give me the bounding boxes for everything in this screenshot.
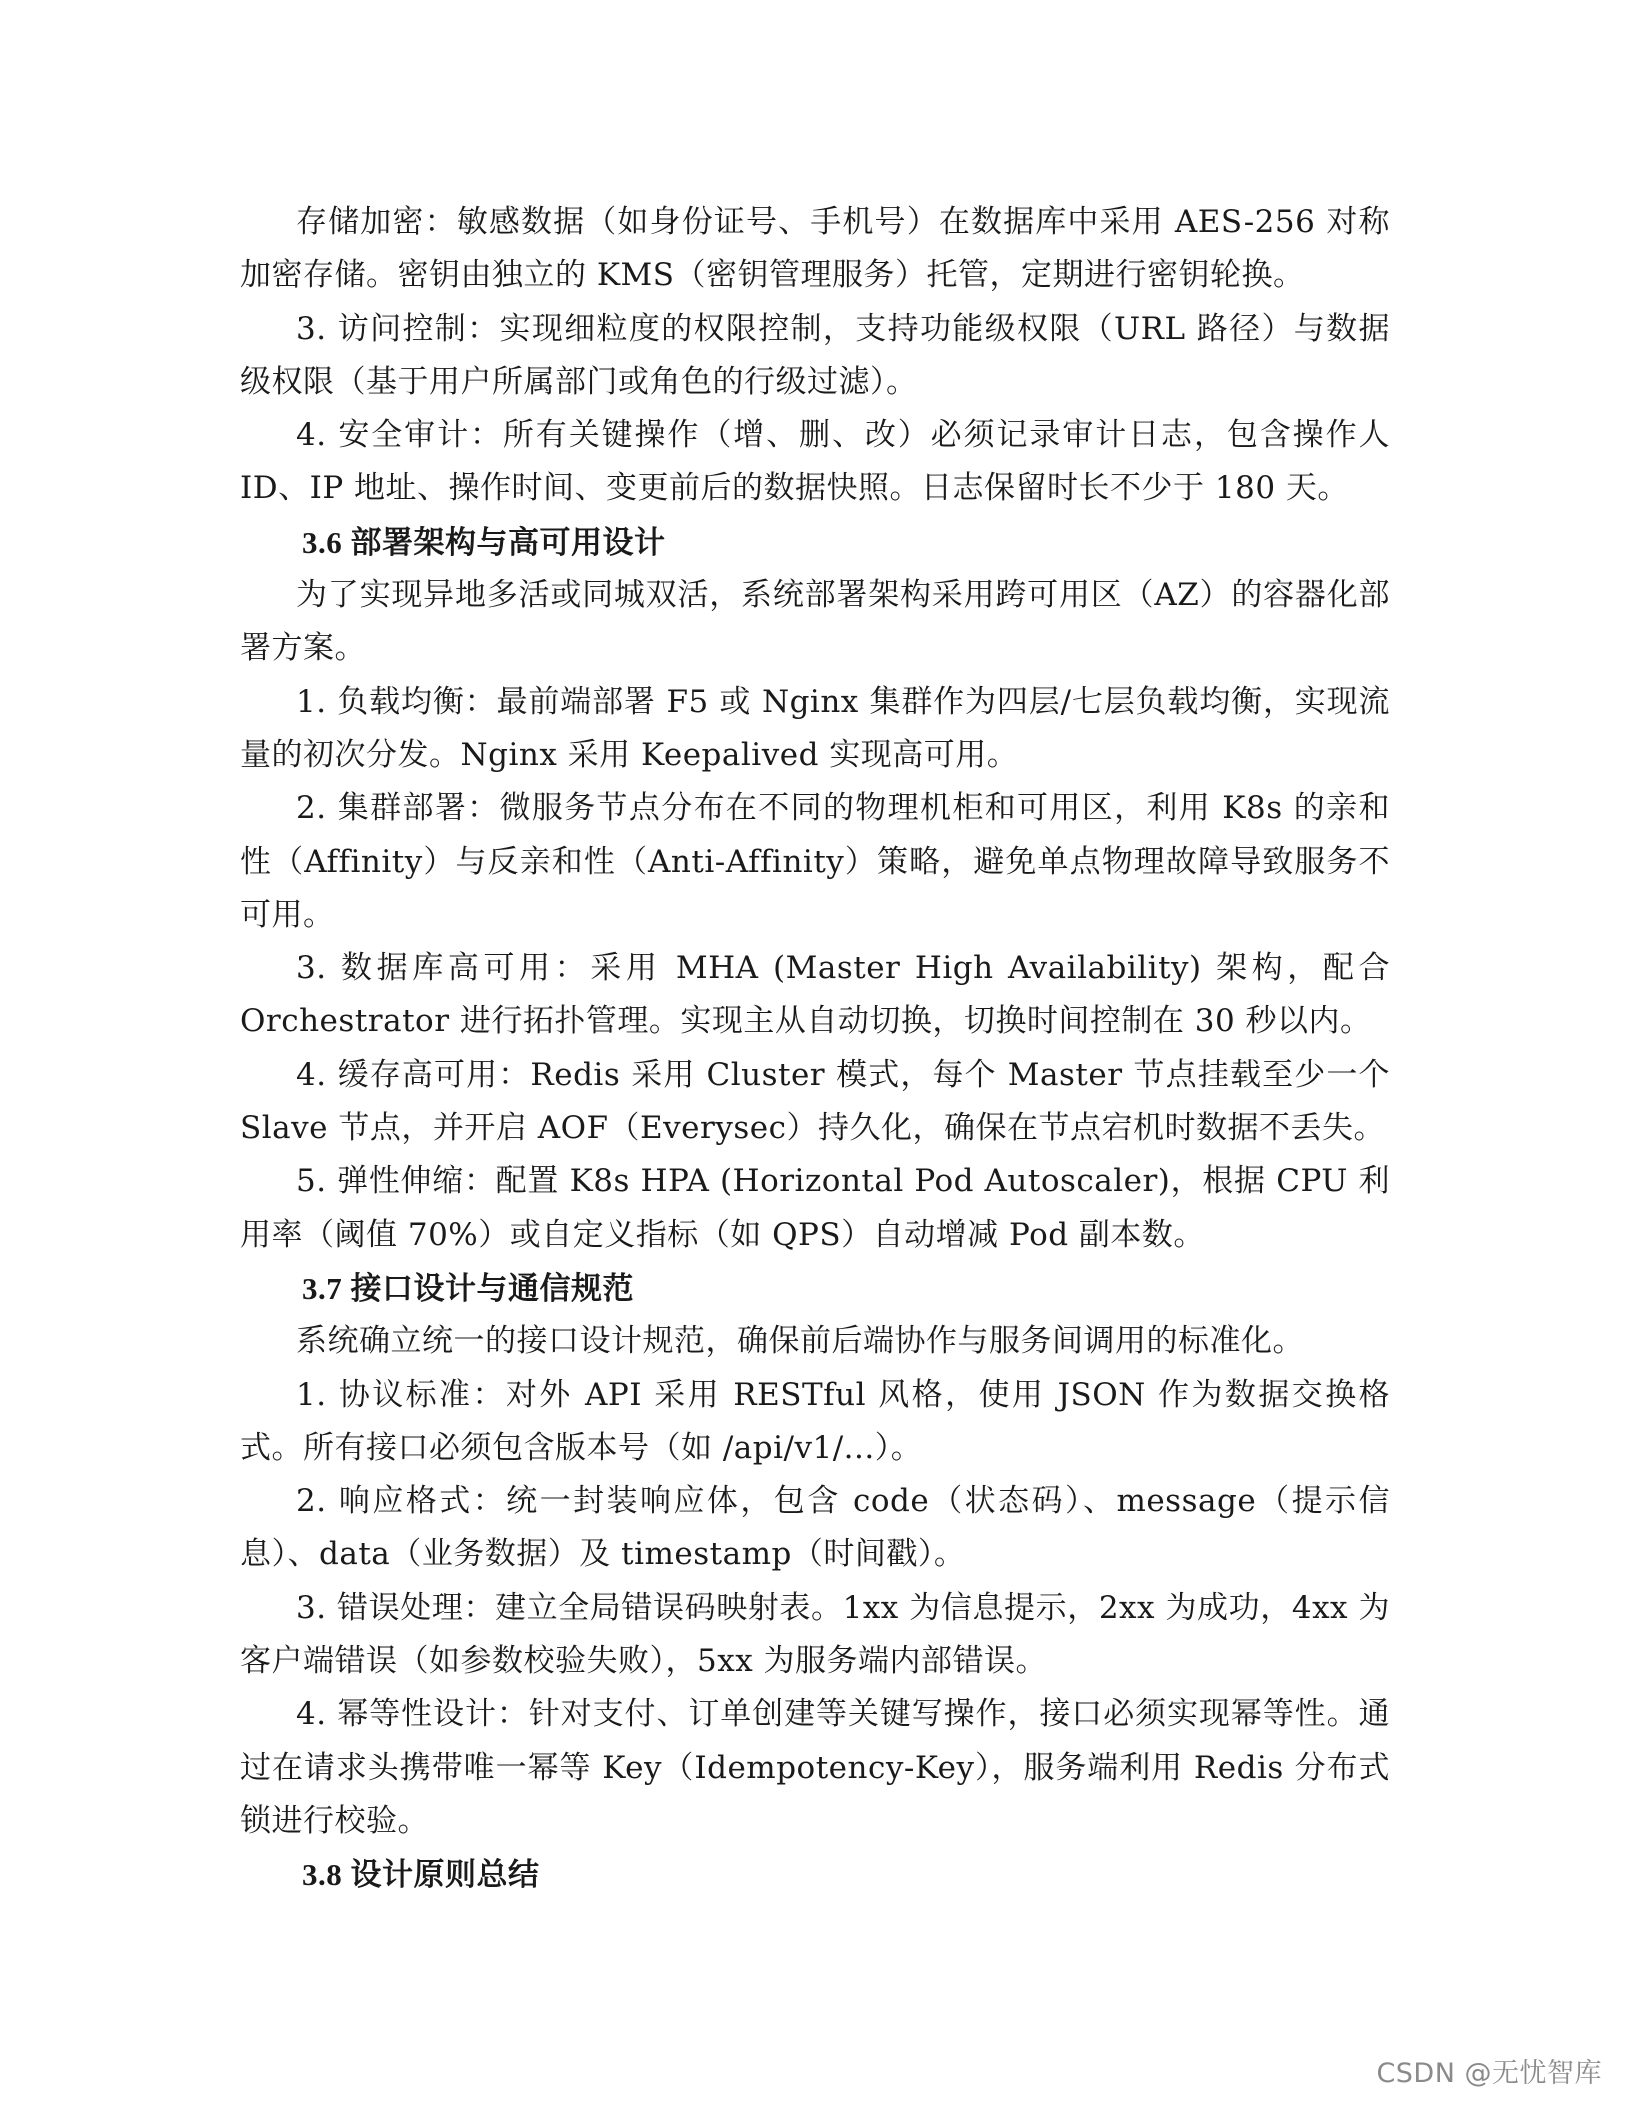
csdn-watermark: CSDN @无忧智库	[1376, 2058, 1602, 2089]
paragraph-storage-encryption: 存储加密：敏感数据（如身份证号、手机号）在数据库中采用 AES-256 对称加密存储。密钥由独立的 KMS（密钥管理服务）托管，定期进行密钥轮换。	[240, 204, 1390, 294]
paragraph-deployment-intro: 为了实现异地多活或同城双活，系统部署架构采用跨可用区（AZ）的容器化部署方案。	[240, 577, 1390, 667]
paragraph-database-ha: 3. 数据库高可用：采用 MHA (Master High Availability) 架构，配合 Orchestrator 进行拓扑管理。实现主从自动切换，切换时间控制在 30 秒以内。	[240, 950, 1390, 1040]
paragraph-cache-ha: 4. 缓存高可用：Redis 采用 Cluster 模式，每个 Master 节点挂载至少一个 Slave 节点，并开启 AOF（Everysec）持久化，确保在节点宕机时数据不丢失。	[240, 1056, 1390, 1147]
paragraph-interface-intro: 系统确立统一的接口设计规范，确保前后端协作与服务间调用的标准化。	[296, 1323, 1304, 1360]
paragraph-load-balancing: 1. 负载均衡：最前端部署 F5 或 Nginx 集群作为四层/七层负载均衡，实现流量的初次分发。Nginx 采用 Keepalived 实现高可用。	[240, 683, 1390, 773]
paragraph-protocol-standard: 1. 协议标准：对外 API 采用 RESTful 风格，使用 JSON 作为数据交换格式。所有接口必须包含版本号（如 /api/v1/...）。	[240, 1376, 1390, 1466]
section-heading-3-6: 3.6 部署架构与高可用设计	[302, 524, 666, 560]
document-body	[240, 196, 1390, 1902]
paragraph-response-format: 2. 响应格式：统一封装响应体，包含 code（状态码）、message（提示信息）、data（业务数据）及 timestamp（时间戳）。	[240, 1483, 1390, 1573]
paragraph-elastic-scaling: 5. 弹性伸缩：配置 K8s HPA (Horizontal Pod Autoscaler)，根据 CPU 利用率（阈值 70%）或自定义指标（如 QPS）自动增减 Pod 副本数。	[240, 1163, 1390, 1253]
paragraph-security-audit: 4. 安全审计：所有关键操作（增、删、改）必须记录审计日志，包含操作人 ID、IP 地址、操作时间、变更前后的数据快照。日志保留时长不少于 180 天。	[240, 417, 1390, 507]
section-heading-3-8: 3.8 设计原则总结	[302, 1857, 540, 1893]
section-heading-3-7: 3.7 接口设计与通信规范	[302, 1270, 634, 1306]
paragraph-error-handling: 3. 错误处理：建立全局错误码映射表。1xx 为信息提示，2xx 为成功，4xx 为客户端错误（如参数校验失败），5xx 为服务端内部错误。	[240, 1589, 1390, 1680]
paragraph-access-control: 3. 访问控制：实现细粒度的权限控制，支持功能级权限（URL 路径）与数据级权限（基于用户所属部门或角色的行级过滤）。	[240, 310, 1390, 400]
paragraph-idempotency: 4. 幂等性设计：针对支付、订单创建等关键写操作，接口必须实现幂等性。通过在请求头携带唯一幂等 Key（Idempotency-Key），服务端利用 Redis 分布式锁进行校验。	[240, 1696, 1390, 1839]
paragraph-cluster-deployment: 2. 集群部署：微服务节点分布在不同的物理机柜和可用区，利用 K8s 的亲和性（Affinity）与反亲和性（Anti-Affinity）策略，避免单点物理故障导致服务不可用。	[240, 790, 1390, 933]
